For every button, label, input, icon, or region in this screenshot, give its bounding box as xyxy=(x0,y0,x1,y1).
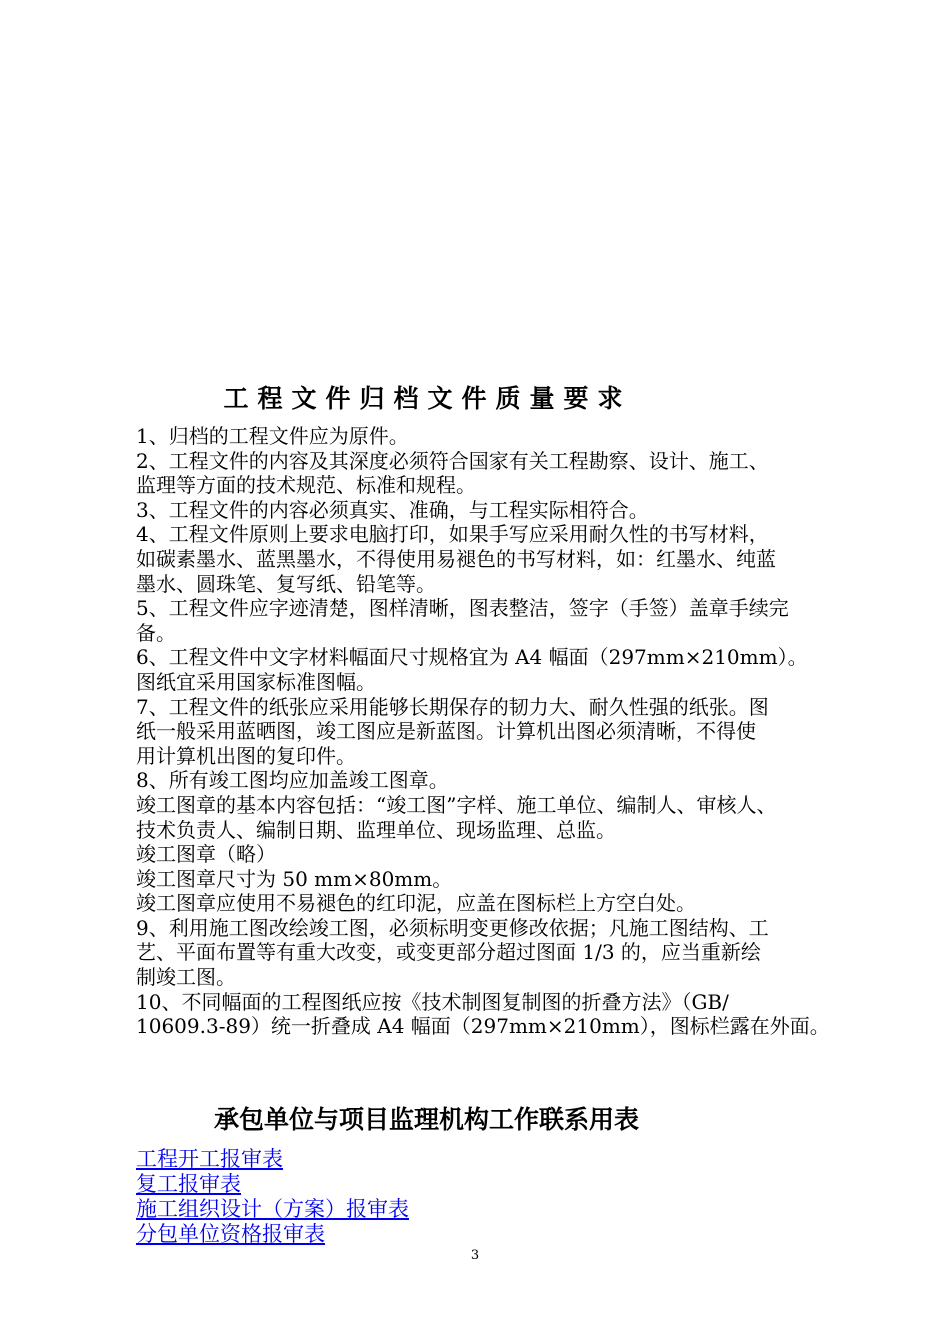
body-line: 4、工程文件原则上要求电脑打印，如果手写应采用耐久性的书写材料， xyxy=(136,522,769,547)
section-title: 承包单位与项目监理机构工作联系用表 xyxy=(214,1105,640,1134)
body-line: 2、工程文件的内容及其深度必须符合国家有关工程勘察、设计、施工、 xyxy=(136,448,769,473)
requirements-body xyxy=(136,424,836,1039)
body-line: 10609.3-89）统一折叠成 A4 幅面（297mm×210mm），图标栏露在外面。 xyxy=(136,1014,830,1039)
link-project-start-report[interactable]: 工程开工报审表 xyxy=(136,1147,283,1171)
document-title: 工程文件归档文件质量要求 xyxy=(223,384,632,413)
body-line: 如碳素墨水、蓝黑墨水，不得使用易褪色的书写材料，如：红墨水、纯蓝 xyxy=(136,546,776,571)
body-line: 监理等方面的技术规范、标准和规程。 xyxy=(136,473,476,498)
form-links-list xyxy=(136,1147,409,1247)
body-line: 竣工图章尺寸为 50 mm×80mm。 xyxy=(136,866,453,891)
body-line: 竣工图章的基本内容包括：“竣工图”字样、施工单位、编制人、审核人、 xyxy=(136,792,777,817)
body-line: 备。 xyxy=(136,620,176,645)
body-line: 竣工图章应使用不易褪色的红印泥，应盖在图标栏上方空白处。 xyxy=(136,891,696,916)
body-line: 制竣工图。 xyxy=(136,965,236,990)
body-line: 用计算机出图的复印件。 xyxy=(136,743,356,768)
body-line: 9、利用施工图改绘竣工图，必须标明变更修改依据；凡施工图结构、工 xyxy=(136,915,769,940)
link-resume-work-report[interactable]: 复工报审表 xyxy=(136,1172,241,1196)
body-line: 纸一般采用蓝晒图，竣工图应是新蓝图。计算机出图必须清晰，不得使 xyxy=(136,719,756,744)
link-construction-plan-report[interactable]: 施工组织设计（方案）报审表 xyxy=(136,1197,409,1221)
body-line: 图纸宜采用国家标准图幅。 xyxy=(136,669,376,694)
body-line: 竣工图章（略） xyxy=(136,842,276,867)
body-line: 3、工程文件的内容必须真实、准确，与工程实际相符合。 xyxy=(136,497,649,522)
body-line: 10、不同幅面的工程图纸应按《技术制图复制图的折叠方法》（GB/ xyxy=(136,989,729,1014)
body-line: 技术负责人、编制日期、监理单位、现场监理、总监。 xyxy=(136,817,616,842)
body-line: 6、工程文件中文字材料幅面尺寸规格宜为 A4 幅面（297mm×210mm）。 xyxy=(136,645,808,670)
body-line: 8、所有竣工图均应加盖竣工图章。 xyxy=(136,768,449,793)
link-subcontractor-qualification-report[interactable]: 分包单位资格报审表 xyxy=(136,1222,325,1246)
body-line: 艺、平面布置等有重大改变，或变更部分超过图面 1/3 的，应当重新绘 xyxy=(136,940,761,965)
body-line: 7、工程文件的纸张应采用能够长期保存的韧力大、耐久性强的纸张。图 xyxy=(136,694,769,719)
body-line: 1、归档的工程文件应为原件。 xyxy=(136,424,409,448)
body-line: 墨水、圆珠笔、复写纸、铅笔等。 xyxy=(136,571,436,596)
body-line: 5、工程文件应字迹清楚，图样清晰，图表整洁，签字（手签）盖章手续完 xyxy=(136,596,789,621)
page-number: 3 xyxy=(470,1248,480,1263)
